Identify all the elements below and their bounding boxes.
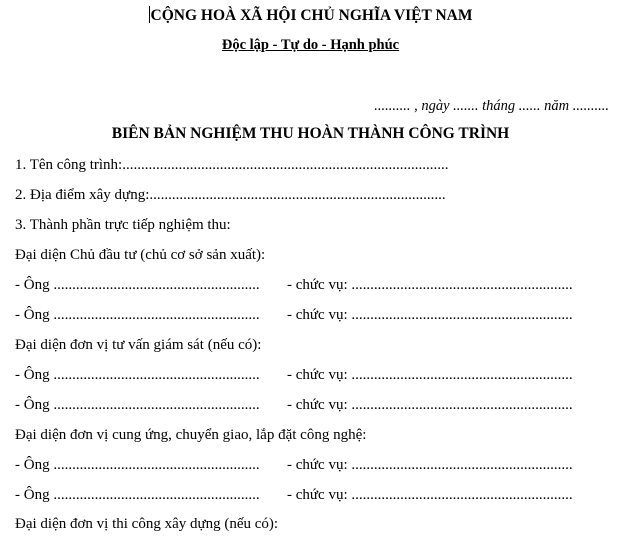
group-heading: Đại diện đơn vị thi công xây dựng (nếu có):	[15, 516, 279, 532]
name-field: - Ông .......................................................	[15, 487, 260, 503]
date-line: .......... , ngày ....... tháng ...... năm ..........	[374, 98, 609, 114]
project-name-field: 1. Tên công trình:.......................................................................................	[15, 157, 449, 173]
name-field: - Ông .......................................................	[15, 397, 260, 413]
name-field: - Ông .......................................................	[15, 277, 260, 293]
document-title: BIÊN BẢN NGHIỆM THU HOÀN THÀNH CÔNG TRÌNH	[111, 125, 510, 142]
role-field: - chức vụ: ...........................................................	[287, 307, 573, 323]
group-heading: Đại diện Chủ đầu tư (chủ cơ sở sản xuất):	[15, 247, 266, 263]
role-field: - chức vụ: ...........................................................	[287, 367, 573, 383]
group-heading: Đại diện đơn vị tư vấn giám sát (nếu có):	[15, 337, 262, 353]
group-heading: Đại diện đơn vị cung ứng, chuyển giao, lắp đặt công nghệ:	[15, 427, 367, 443]
text-cursor	[149, 6, 150, 23]
motto-text: Độc lập - Tự do - Hạnh phúc	[221, 37, 400, 53]
motto	[0, 36, 621, 54]
name-field: - Ông .......................................................	[15, 307, 260, 323]
role-field: - chức vụ: ...........................................................	[287, 277, 573, 293]
participants-heading: 3. Thành phần trực tiếp nghiệm thu:	[15, 217, 231, 233]
name-field: - Ông .......................................................	[15, 457, 260, 473]
role-field: - chức vụ: ...........................................................	[287, 487, 573, 503]
role-field: - chức vụ: ...........................................................	[287, 397, 573, 413]
role-field: - chức vụ: ...........................................................	[287, 457, 573, 473]
nation-header	[0, 6, 621, 25]
location-field: 2. Địa điểm xây dựng:...............................................................................	[15, 187, 446, 203]
nation-header-text: CỘNG HOÀ XÃ HỘI CHỦ NGHĨA VIỆT NAM	[150, 7, 473, 24]
name-field: - Ông .......................................................	[15, 367, 260, 383]
